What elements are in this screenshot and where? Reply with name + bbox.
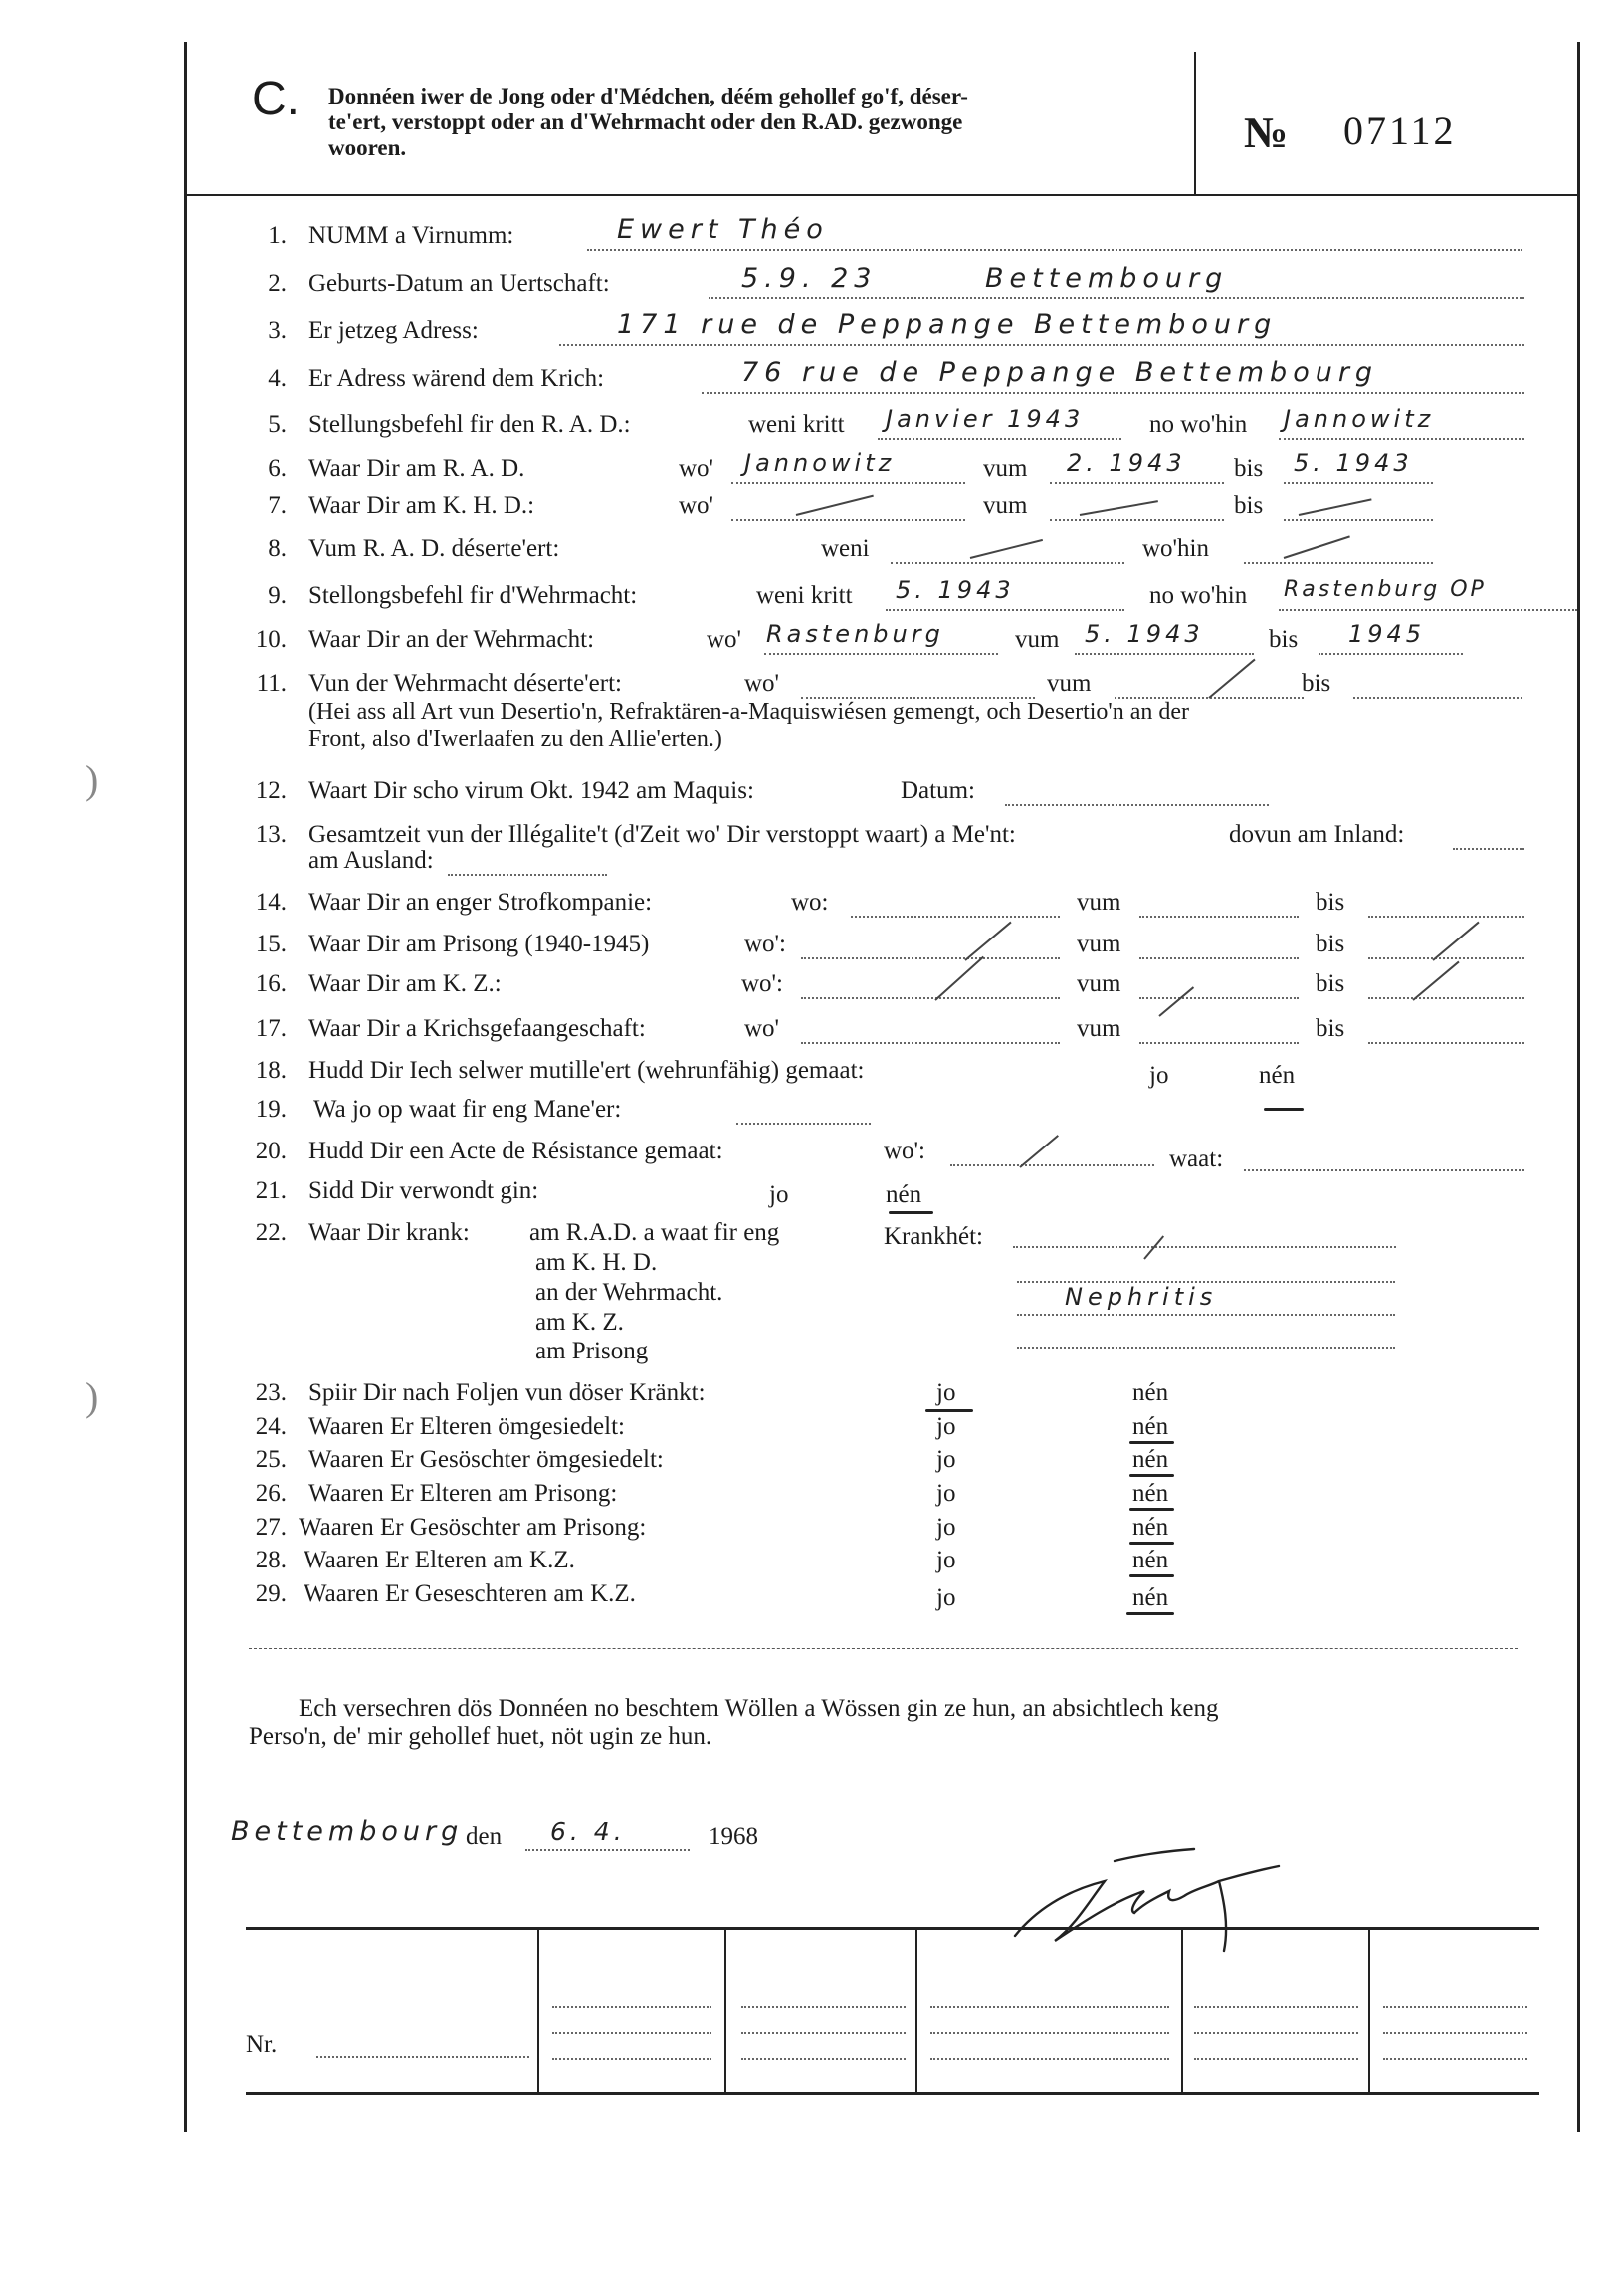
row-1-value: Ewert Théo bbox=[617, 214, 829, 245]
row-7-label3: vum bbox=[983, 492, 1028, 519]
intro-line-3: wooren. bbox=[328, 135, 407, 160]
row-num-11: 11. bbox=[256, 670, 287, 697]
row-28-nen: nén bbox=[1132, 1547, 1169, 1573]
row-29-nen-mark bbox=[1126, 1612, 1174, 1615]
row-num-15: 15. bbox=[255, 931, 287, 957]
row-22-line3 bbox=[1017, 1314, 1395, 1316]
row-25-nen: nén bbox=[1132, 1446, 1169, 1473]
row-label-17: Waar Dir a Krichsgefaangeschaft: bbox=[308, 1015, 646, 1042]
row-12-label2: Datum: bbox=[901, 777, 975, 804]
row-10-value2: 5. 1943 bbox=[1085, 620, 1204, 648]
row-9-label2: weni kritt bbox=[756, 582, 853, 609]
row-16-line1 bbox=[801, 997, 1060, 999]
row-11-label3: vum bbox=[1047, 670, 1092, 697]
row-4-line bbox=[702, 392, 1524, 394]
signature-date-line bbox=[525, 1849, 690, 1851]
row-19-line bbox=[736, 1123, 871, 1125]
row-num-21: 21. bbox=[255, 1177, 287, 1204]
row-20-line2 bbox=[1244, 1169, 1524, 1171]
row-6-line3 bbox=[1284, 482, 1433, 484]
row-29-jo: jo bbox=[936, 1584, 956, 1611]
footer-line-c5-2 bbox=[1194, 2032, 1358, 2034]
row-label-25: Waaren Er Gesöschter ömgesiedelt: bbox=[308, 1446, 664, 1473]
row-17-line3 bbox=[1368, 1042, 1524, 1044]
row-9-value2: Rastenburg OP bbox=[1284, 577, 1487, 602]
row-14-line3 bbox=[1368, 916, 1524, 918]
row-5-value: Janvier 1943 bbox=[886, 405, 1085, 433]
row-22-line1 bbox=[1013, 1246, 1396, 1248]
row-label-29: Waaren Er Geseschteren am K.Z. bbox=[304, 1580, 636, 1607]
row-num-12: 12. bbox=[255, 777, 287, 804]
row-10-label4: bis bbox=[1269, 626, 1299, 653]
row-22-label2: am R.A.D. a waat fir eng bbox=[529, 1219, 780, 1246]
row-label-23: Spiir Dir nach Foljen vun döser Kränkt: bbox=[308, 1379, 706, 1406]
row-10-value3: 1945 bbox=[1348, 620, 1426, 648]
row-6-label3: vum bbox=[983, 455, 1028, 482]
row-num-29: 29. bbox=[255, 1580, 287, 1607]
row-7-line3 bbox=[1284, 519, 1433, 521]
row-9-label3: no wo'hin bbox=[1149, 582, 1248, 609]
section-letter: C. bbox=[252, 73, 300, 125]
row-18-jo: jo bbox=[1149, 1062, 1169, 1089]
row-28-jo: jo bbox=[936, 1547, 956, 1573]
row-num-6: 6. bbox=[268, 455, 287, 482]
row-9-value: 5. 1943 bbox=[896, 576, 1015, 604]
binder-mark-top: ) bbox=[85, 757, 99, 802]
row-15-label3: vum bbox=[1077, 931, 1121, 957]
row-2-value: 5.9. 23 bbox=[741, 263, 878, 294]
row-5-label3: no wo'hin bbox=[1149, 411, 1248, 438]
row-22-label3: Krankhét: bbox=[884, 1223, 983, 1250]
row-num-8: 8. bbox=[268, 535, 287, 562]
row-6-label4: bis bbox=[1234, 455, 1264, 482]
row-10-line2 bbox=[1075, 653, 1254, 655]
row-label-28: Waaren Er Elteren am K.Z. bbox=[304, 1547, 575, 1573]
footer-line-c3-3 bbox=[741, 2058, 906, 2060]
row-18-nen: nén bbox=[1259, 1062, 1296, 1089]
row-13-line1 bbox=[1453, 848, 1524, 850]
row-label-14: Waar Dir an enger Strofkompanie: bbox=[308, 889, 653, 916]
row-num-27: 27. bbox=[255, 1514, 287, 1541]
row-22-sub-4: am Prisong bbox=[535, 1338, 649, 1364]
footer-top-rule bbox=[246, 1927, 1539, 1930]
row-num-4: 4. bbox=[268, 365, 287, 392]
row-15-label2: wo': bbox=[744, 931, 787, 957]
row-num-5: 5. bbox=[268, 411, 287, 438]
footer-bottom-rule bbox=[246, 2092, 1539, 2095]
footer-line-c3-2 bbox=[741, 2032, 906, 2034]
row-14-label4: bis bbox=[1316, 889, 1345, 916]
row-24-jo: jo bbox=[936, 1413, 956, 1440]
number-sign: № bbox=[1244, 108, 1289, 157]
row-num-3: 3. bbox=[268, 317, 287, 344]
row-22-line4 bbox=[1017, 1347, 1395, 1349]
row-5-value2: Jannowitz bbox=[1284, 405, 1435, 433]
row-label-22: Waar Dir krank: bbox=[308, 1219, 470, 1246]
row-num-10: 10. bbox=[255, 626, 287, 653]
row-label-12: Waart Dir scho virum Okt. 1942 am Maquis: bbox=[308, 777, 754, 804]
footer-line-c4-3 bbox=[930, 2058, 1169, 2060]
footer-line-c6-3 bbox=[1383, 2058, 1527, 2060]
form-number: 07112 bbox=[1343, 108, 1457, 153]
signature bbox=[995, 1841, 1323, 1961]
row-17-label4: bis bbox=[1316, 1015, 1345, 1042]
row-20-label3: waat: bbox=[1169, 1146, 1224, 1172]
footer-line-c4-2 bbox=[930, 2032, 1169, 2034]
footer-line-c3-1 bbox=[741, 2006, 906, 2008]
row-7-line1 bbox=[731, 519, 965, 521]
row-22-sub-3: am K. Z. bbox=[535, 1309, 624, 1336]
row-10-label3: vum bbox=[1015, 626, 1060, 653]
row-num-26: 26. bbox=[255, 1480, 287, 1507]
footer-line-c2-3 bbox=[552, 2058, 711, 2060]
row-17-line2 bbox=[1139, 1042, 1299, 1044]
row-6-value3: 5. 1943 bbox=[1294, 449, 1413, 477]
row-5-label2: weni kritt bbox=[748, 411, 845, 438]
row-label-8: Vum R. A. D. déserte'ert: bbox=[308, 535, 560, 562]
row-27-nen: nén bbox=[1132, 1514, 1169, 1541]
row-21-jo: jo bbox=[769, 1181, 789, 1208]
signature-place: Bettembourg bbox=[231, 1816, 464, 1847]
row-14-line1 bbox=[851, 916, 1060, 918]
row-11-note-2: Front, also d'Iwerlaafen zu den Allie'erten.) bbox=[308, 727, 722, 752]
row-6-line2 bbox=[1050, 482, 1224, 484]
row-label-3: Er jetzeg Adress: bbox=[308, 317, 479, 344]
row-17-label2: wo' bbox=[744, 1015, 780, 1042]
footer-divider-1 bbox=[537, 1927, 539, 2094]
row-13-line2 bbox=[448, 874, 607, 876]
row-5-line1 bbox=[878, 438, 1121, 440]
row-11-note-1: (Hei ass all Art vun Desertio'n, Refraktären-a-Maquiswiésen gemengt, och Desertio'n an der bbox=[308, 699, 1190, 725]
row-15-line1 bbox=[801, 957, 1060, 959]
signature-date: 6. 4. bbox=[550, 1817, 626, 1846]
row-6-value2: 2. 1943 bbox=[1067, 449, 1186, 477]
declaration-separator bbox=[249, 1648, 1518, 1649]
row-num-22: 22. bbox=[255, 1219, 287, 1246]
row-16-label2: wo': bbox=[741, 970, 784, 997]
row-14-line2 bbox=[1139, 916, 1299, 918]
row-15-label4: bis bbox=[1316, 931, 1345, 957]
row-23-nen: nén bbox=[1132, 1379, 1169, 1406]
footer-divider-5 bbox=[1368, 1927, 1370, 2094]
row-num-25: 25. bbox=[255, 1446, 287, 1473]
row-num-18: 18. bbox=[255, 1057, 287, 1084]
footer-divider-4 bbox=[1181, 1927, 1183, 2094]
row-11-label4: bis bbox=[1302, 670, 1331, 697]
row-num-14: 14. bbox=[255, 889, 287, 916]
signature-den: den bbox=[466, 1823, 503, 1850]
row-26-nen: nén bbox=[1132, 1480, 1169, 1507]
row-label-18: Hudd Dir Iech selwer mutille'ert (wehrunfähig) gemaat: bbox=[308, 1057, 865, 1084]
row-5-line2 bbox=[1279, 438, 1524, 440]
row-13-label2: dovun am Inland: bbox=[1229, 821, 1405, 848]
binder-mark-bottom: ) bbox=[85, 1374, 99, 1419]
row-8-line1 bbox=[891, 562, 1124, 564]
row-label-27: Waaren Er Gesöschter am Prisong: bbox=[299, 1514, 647, 1541]
row-22-sub-2: an der Wehrmacht. bbox=[535, 1279, 723, 1306]
row-num-19: 19. bbox=[255, 1096, 287, 1123]
row-label-2: Geburts-Datum an Uertschaft: bbox=[308, 270, 610, 297]
row-16-line2 bbox=[1139, 997, 1299, 999]
row-label-13: Gesamtzeit vun der Illégalite't (d'Zeit wo' Dir verstoppt waart) a Me'nt: bbox=[308, 821, 1016, 848]
row-10-label2: wo' bbox=[707, 626, 742, 653]
row-label-9: Stellongsbefehl fir d'Wehrmacht: bbox=[308, 582, 638, 609]
row-24-nen-mark bbox=[1129, 1441, 1174, 1444]
row-label-5: Stellungsbefehl fir den R. A. D.: bbox=[308, 411, 631, 438]
row-24-nen: nén bbox=[1132, 1413, 1169, 1440]
row-26-jo: jo bbox=[936, 1480, 956, 1507]
row-9-line2 bbox=[1279, 609, 1577, 611]
declaration-line-2: Perso'n, de' mir gehollef huet, nöt ugin ze hun. bbox=[249, 1723, 712, 1750]
footer-divider-3 bbox=[915, 1927, 917, 2094]
footer-nr-label: Nr. bbox=[246, 2031, 278, 2058]
row-14-label3: vum bbox=[1077, 889, 1121, 916]
row-17-line1 bbox=[801, 1042, 1060, 1044]
footer-line-c4-1 bbox=[930, 2006, 1169, 2008]
row-num-2: 2. bbox=[268, 270, 287, 297]
footer-line-c2-2 bbox=[552, 2032, 711, 2034]
row-11-line3 bbox=[1353, 697, 1522, 699]
row-2-line bbox=[709, 297, 1524, 299]
row-18-nen-mark bbox=[1264, 1108, 1304, 1111]
row-7-label2: wo' bbox=[679, 492, 714, 519]
row-label-15: Waar Dir am Prisong (1940-1945) bbox=[308, 931, 650, 957]
row-label-1: NUMM a Virnumm: bbox=[308, 222, 514, 249]
row-label-16: Waar Dir am K. Z.: bbox=[308, 970, 502, 997]
row-9-line1 bbox=[886, 609, 1124, 611]
row-label-19: Wa jo op waat fir eng Mane'er: bbox=[313, 1096, 622, 1123]
row-29-nen: nén bbox=[1132, 1584, 1169, 1611]
row-16-label4: bis bbox=[1316, 970, 1345, 997]
row-10-value: Rastenburg bbox=[766, 620, 944, 648]
row-22-value: Nephritis bbox=[1065, 1283, 1218, 1311]
row-8-label3: wo'hin bbox=[1142, 535, 1210, 562]
row-num-17: 17. bbox=[255, 1015, 287, 1042]
signature-year: 1968 bbox=[709, 1823, 758, 1850]
row-7-line2 bbox=[1050, 519, 1224, 521]
row-num-16: 16. bbox=[255, 970, 287, 997]
row-num-9: 9. bbox=[268, 582, 287, 609]
row-6-line1 bbox=[731, 482, 965, 484]
row-27-nen-mark bbox=[1129, 1542, 1174, 1545]
row-8-line2 bbox=[1244, 562, 1433, 564]
footer-divider-2 bbox=[724, 1927, 726, 2094]
row-label-24: Waaren Er Elteren ömgesiedelt: bbox=[308, 1413, 625, 1440]
footer-line-c6-1 bbox=[1383, 2006, 1527, 2008]
row-21-nen: nén bbox=[886, 1181, 922, 1208]
row-label-4: Er Adress wärend dem Krich: bbox=[308, 365, 605, 392]
footer-line-c2-1 bbox=[552, 2006, 711, 2008]
footer-line-c5-1 bbox=[1194, 2006, 1358, 2008]
row-7-label4: bis bbox=[1234, 492, 1264, 519]
row-8-label2: weni bbox=[821, 535, 870, 562]
row-label-26: Waaren Er Elteren am Prisong: bbox=[308, 1480, 618, 1507]
footer-nr-line bbox=[316, 2056, 529, 2058]
row-label-21: Sidd Dir verwondt gin: bbox=[308, 1177, 539, 1204]
row-16-line3 bbox=[1368, 997, 1524, 999]
row-22-sub-1: am K. H. D. bbox=[535, 1249, 658, 1276]
row-11-label2: wo' bbox=[744, 670, 780, 697]
row-num-1: 1. bbox=[268, 222, 287, 249]
row-num-23: 23. bbox=[255, 1379, 287, 1406]
row-28-nen-mark bbox=[1129, 1574, 1174, 1577]
row-20-line1 bbox=[950, 1164, 1154, 1166]
row-25-nen-mark bbox=[1129, 1474, 1174, 1477]
row-label-10: Waar Dir an der Wehrmacht: bbox=[308, 626, 595, 653]
row-14-label2: wo: bbox=[791, 889, 829, 916]
row-2-value2: Bettembourg bbox=[985, 263, 1229, 294]
row-num-13: 13. bbox=[255, 821, 287, 848]
row-label-11: Vun der Wehrmacht déserte'ert: bbox=[308, 670, 622, 697]
row-1-line bbox=[587, 249, 1522, 251]
header-rule bbox=[184, 194, 1580, 196]
row-13-label3: am Ausland: bbox=[308, 847, 434, 874]
row-23-jo: jo bbox=[936, 1379, 956, 1406]
row-12-line bbox=[1005, 804, 1269, 806]
row-num-20: 20. bbox=[255, 1138, 287, 1164]
row-10-line3 bbox=[1319, 653, 1463, 655]
row-21-nen-mark bbox=[889, 1211, 933, 1214]
row-17-label3: vum bbox=[1077, 1015, 1121, 1042]
row-16-label3: vum bbox=[1077, 970, 1121, 997]
row-15-line3 bbox=[1368, 957, 1524, 959]
declaration-line-1: Ech versechren dös Donnéen no beschtem Wöllen a Wössen gin ze hun, an absichtlech keng bbox=[299, 1695, 1219, 1722]
row-num-7: 7. bbox=[268, 492, 287, 519]
row-label-6: Waar Dir am R. A. D. bbox=[308, 455, 525, 482]
intro-line-2: te'ert, verstoppt oder an d'Wehrmacht oder den R.AD. gezwonge bbox=[328, 109, 963, 134]
header-divider bbox=[1194, 52, 1196, 196]
row-20-label2: wo': bbox=[884, 1138, 926, 1164]
footer-line-c6-2 bbox=[1383, 2032, 1527, 2034]
intro-line-1: Donnéen iwer de Jong oder d'Médchen, déém gehollef go'f, déser- bbox=[328, 84, 968, 108]
row-3-line bbox=[559, 344, 1524, 346]
row-27-jo: jo bbox=[936, 1514, 956, 1541]
row-label-7: Waar Dir am K. H. D.: bbox=[308, 492, 535, 519]
footer-line-c5-3 bbox=[1194, 2058, 1358, 2060]
row-15-line2 bbox=[1139, 957, 1299, 959]
row-10-line1 bbox=[764, 653, 998, 655]
row-num-24: 24. bbox=[255, 1413, 287, 1440]
row-25-jo: jo bbox=[936, 1446, 956, 1473]
row-4-value: 76 rue de Peppange Bettembourg bbox=[741, 357, 1379, 388]
row-6-value: Jannowitz bbox=[744, 449, 896, 477]
row-3-value: 171 rue de Peppange Bettembourg bbox=[617, 310, 1278, 340]
row-26-nen-mark bbox=[1129, 1508, 1174, 1511]
row-label-20: Hudd Dir een Acte de Résistance gemaat: bbox=[308, 1138, 723, 1164]
row-6-label2: wo' bbox=[679, 455, 714, 482]
row-num-28: 28. bbox=[255, 1547, 287, 1573]
